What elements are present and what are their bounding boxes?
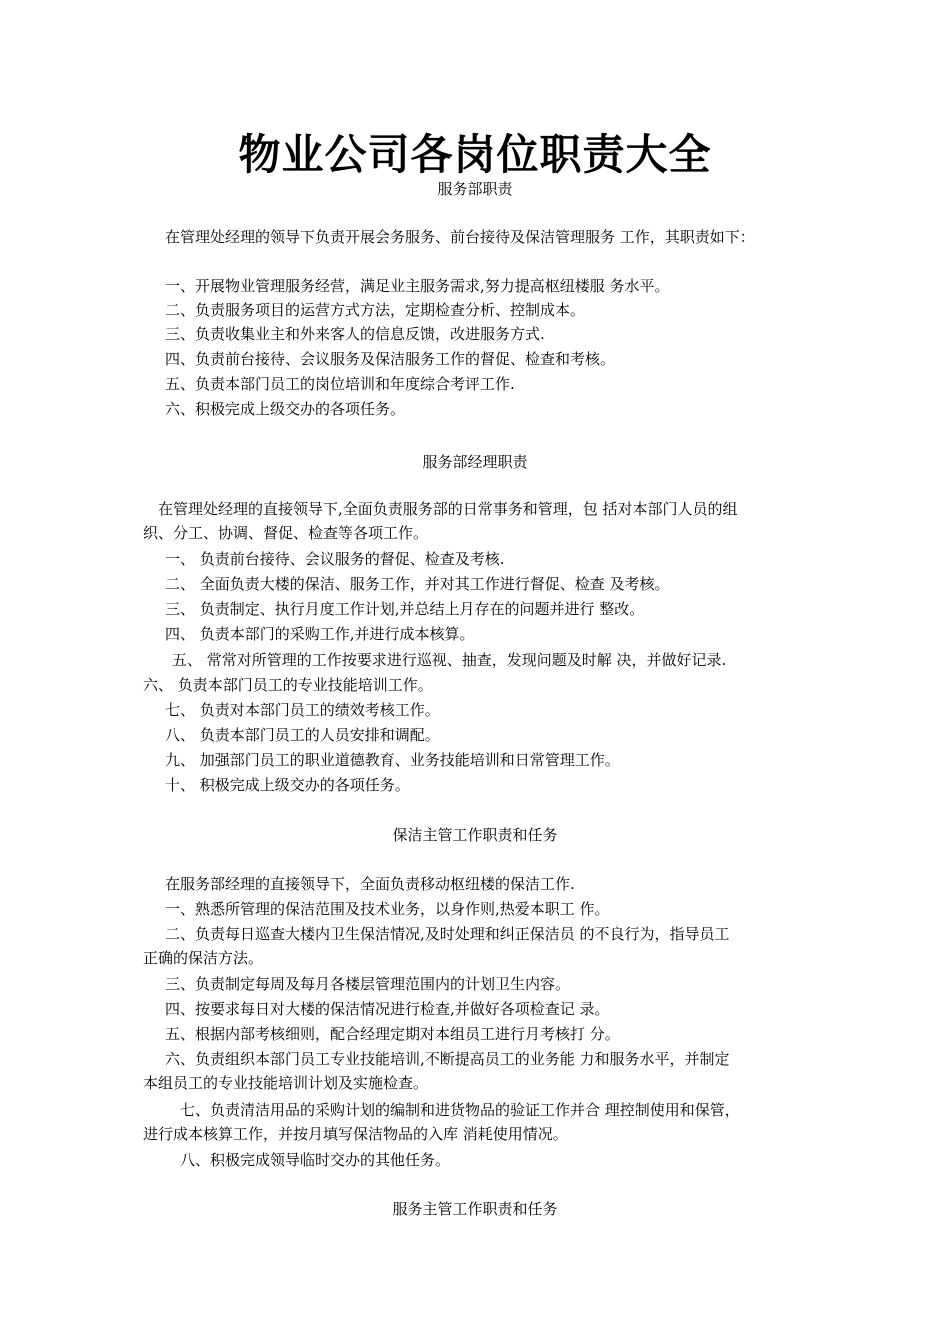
list-item: 四、 负责本部门的采购工作,并进行成本核算。 xyxy=(165,625,475,643)
list-item-continued: 进行成本核算工作，并按月填写保洁物品的入库 消耗使用情况。 xyxy=(143,1125,568,1143)
list-item: 三、 负责制定、执行月度工作计划,并总结上月存在的问题并进行 整改。 xyxy=(165,600,645,618)
section-intro-continued: 织、分工、协调、督促、检查等各项工作。 xyxy=(143,524,429,542)
list-item: 二、负责服务项目的运营方式方法，定期检查分析、控制成本。 xyxy=(165,301,586,319)
section-heading-service-dept: 服务部职责 xyxy=(437,180,513,198)
list-item: 二、 全面负责大楼的保洁、服务工作，并对其工作进行督促、检查 及考核。 xyxy=(165,575,670,593)
section-intro: 在管理处经理的领导下负责开展会务服务、前台接待及保洁管理服务 工作，其职责如下： xyxy=(165,228,755,246)
list-item: 五、负责本部门员工的岗位培训和年度综合考评工作. xyxy=(165,375,515,393)
list-item: 八、 负责本部门员工的人员安排和调配。 xyxy=(165,726,440,744)
list-item: 六、负责组织本部门员工专业技能培训,不断提高员工的业务能 力和服务水平，并制定 xyxy=(165,1050,730,1068)
list-item-continued: 正确的保洁方法。 xyxy=(143,949,264,967)
section-intro: 在服务部经理的直接领导下，全面负责移动枢纽楼的保洁工作. xyxy=(165,875,575,893)
list-item: 一、 负责前台接待、会议服务的督促、检查及考核. xyxy=(165,550,505,568)
document-title: 物业公司各岗位职责大全 xyxy=(238,130,712,179)
section-intro: 在管理处经理的直接领导下,全面负责服务部的日常事务和管理，包 括对本部门人员的组 xyxy=(158,500,738,518)
list-item: 八、积极完成领导临时交办的其他任务。 xyxy=(180,1151,451,1169)
list-item: 二、负责每日巡查大楼内卫生保洁情况,及时处理和纠正保洁员 的不良行为，指导员工 xyxy=(165,925,730,943)
list-item: 五、 常常对所管理的工作按要求进行巡视、抽查，发现问题及时解 决，并做好记录. xyxy=(172,651,727,669)
section-heading-cleaning-supervisor: 保洁主管工作职责和任务 xyxy=(392,826,558,844)
list-item: 七、负责清洁用品的采购计划的编制和进货物品的验证工作并合 理控制使用和保管， xyxy=(180,1101,740,1119)
section-heading-service-manager: 服务部经理职责 xyxy=(422,453,528,471)
list-item: 九、 加强部门员工的职业道德教育、业务技能培训和日常管理工作。 xyxy=(165,751,620,769)
list-item: 六、积极完成上级交办的各项任务。 xyxy=(165,400,406,418)
section-heading-service-supervisor: 服务主管工作职责和任务 xyxy=(392,1200,558,1218)
list-item: 三、负责收集业主和外来客人的信息反馈，改进服务方式. xyxy=(165,325,545,343)
list-item: 六、 负责本部门员工的专业技能培训工作。 xyxy=(143,676,433,694)
list-item: 七、 负责对本部门员工的绩效考核工作。 xyxy=(165,701,440,719)
list-item: 五、根据内部考核细则，配合经理定期对本组员工进行月考核打 分。 xyxy=(165,1025,620,1043)
list-item: 四、负责前台接待、会议服务及保洁服务工作的督促、检查和考核。 xyxy=(165,350,616,368)
list-item: 四、按要求每日对大楼的保洁情况进行检查,并做好各项检查记 录。 xyxy=(165,1000,610,1018)
list-item: 十、 积极完成上级交办的各项任务。 xyxy=(165,776,410,794)
list-item: 一、开展物业管理服务经营，满足业主服务需求,努力提高枢纽楼服 务水平。 xyxy=(165,277,670,295)
list-item: 一、熟悉所管理的保洁范围及技术业务，以身作则,热爱本职工 作。 xyxy=(165,900,610,918)
list-item-continued: 本组员工的专业技能培训计划及实施检查。 xyxy=(143,1074,429,1092)
list-item: 三、负责制定每周及每月各楼层管理范围内的计划卫生内容。 xyxy=(165,975,571,993)
